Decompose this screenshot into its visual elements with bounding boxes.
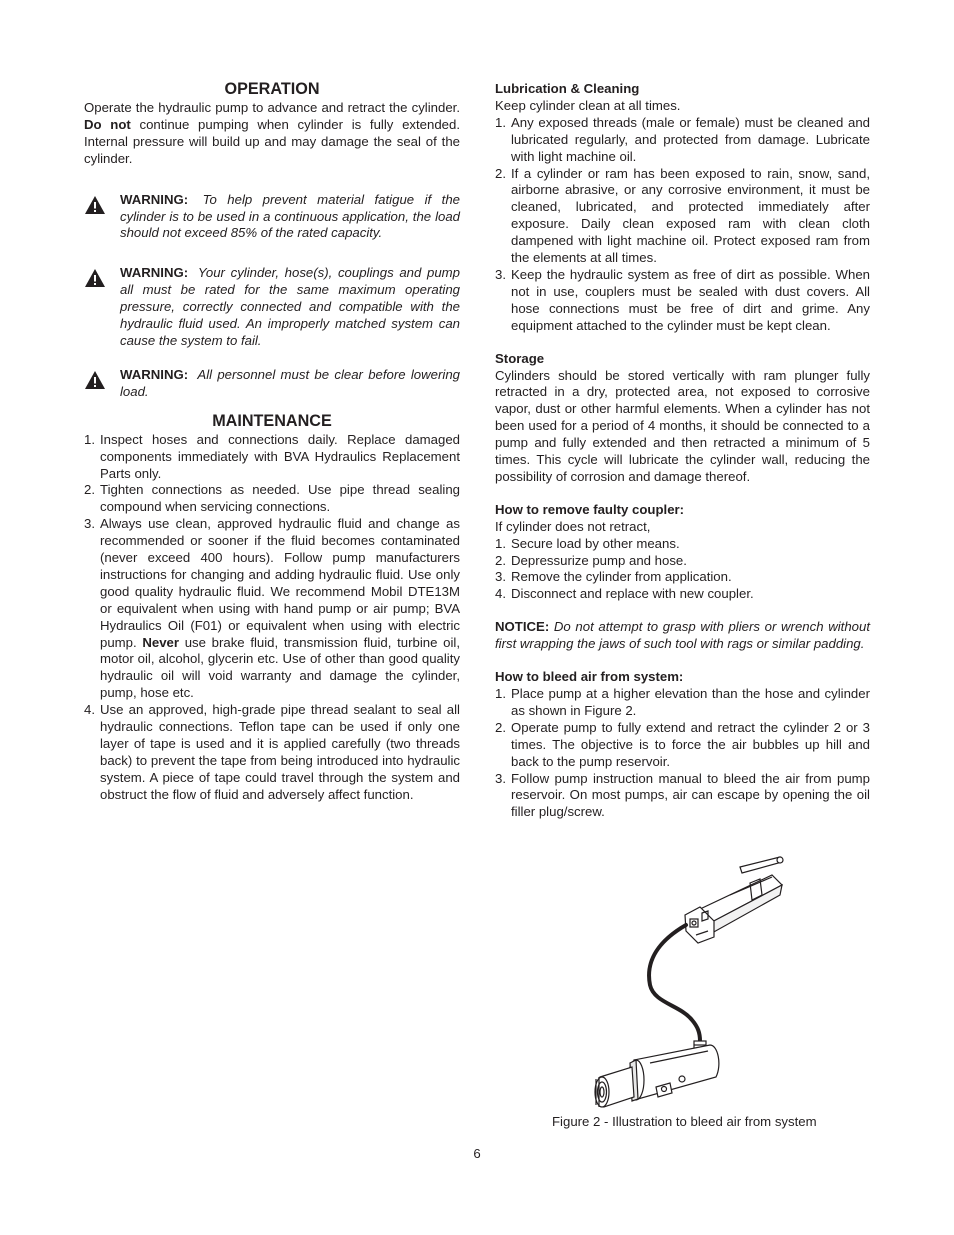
maintenance-list — [84, 432, 460, 804]
warning-triangle-icon — [84, 265, 120, 293]
warning-triangle-icon — [84, 192, 120, 220]
list-item: 2. Tighten connections as needed. Use pipe thread sealing compound when servicing connections. — [84, 482, 460, 515]
coupler-heading: How to remove faulty coupler: — [495, 501, 685, 517]
list-item: 2. Operate pump to fully extend and retract the cylinder 2 or 3 times. The objective is to force the air bubbles up hill and back to the pump reservoir. — [495, 719, 870, 769]
right-column — [495, 81, 870, 821]
left-column — [84, 79, 460, 804]
maintenance-heading: MAINTENANCE — [212, 411, 332, 430]
list-item: 3. Remove the cylinder from application. — [495, 569, 732, 585]
notice-text: NOTICE: Do not attempt to grasp with pliers or wrench without first wrapping the jaws of such tool with rags or similar padding. — [495, 619, 870, 652]
lubrication-heading: Lubrication & Cleaning — [495, 81, 640, 96]
operation-heading: OPERATION — [224, 80, 320, 98]
page-number: 6 — [473, 1146, 481, 1161]
list-item: 3. Keep the hydraulic system as free of dirt as possible. When not in use, couplers must be sealed with dust covers. All hose connections must be free of dirt and grime. Any equipment attached to the cylinder must be kept clean. — [495, 266, 870, 333]
list-item: 1. Secure load by other means. — [495, 535, 680, 551]
cylinder-illustration — [595, 1045, 719, 1107]
coupler-intro: If cylinder does not retract, — [495, 518, 651, 534]
storage-text: Cylinders should be stored vertically with ram plunger fully retracted in a dry, protected area, not exposed to corrosive vapor, dust or other harmful elements. When a cylinder has not been used for a period of 4 months, it should be connected to a pump and fully extended and then retracted a minimum of 5 times. This cycle will lubricate the cylinder wall, reducing the possibility of corrosion and damage thereof. — [495, 367, 870, 484]
warning-block: WARNING: All personnel must be clear before lowering load. — [84, 367, 460, 401]
hose-illustration — [649, 925, 700, 1041]
list-item: 3. Follow pump instruction manual to bleed the air from pump reservoir. On most pumps, air can escape by opening the oil filler plug/screw. — [495, 770, 870, 820]
list-item: 3. Always use clean, approved hydraulic fluid and change as recommended or sooner if the fluid becomes contaminated (never exceed 400 hours). Follow pump manufacturers instructions for changing and adding hydraulic fluid. Use only good quality hydraulic fluid. We recommend Mobil DTE13M or equivalent when using with hand pump or air pump; BVA Hydraulics Oil (F01) or equivalent when using with electric pump. Never use brake fluid, transmission fluid, turbine oil, motor oil, alcohol, glycerin etc. Use of other than good quality hydraulic oil will void warranty and damage the cylinder, pump, hose etc. — [84, 516, 460, 701]
lubrication-list — [495, 115, 870, 335]
operation-intro: Operate the hydraulic pump to advance and retract the cylinder. Do not continue pumping when cylinder is fully extended. Internal pressure will build up and may damage the seal of the cylinder. — [84, 100, 460, 166]
lubrication-intro: Keep cylinder clean at all times. — [495, 97, 681, 113]
warning-block: WARNING: To help prevent material fatigue if the cylinder is to be used in a continuous application, the load should not exceed 85% of the rated capacity. — [84, 192, 460, 243]
figure-caption: Figure 2 - Illustration to bleed air from system — [552, 1114, 817, 1129]
list-item: 1. Place pump at a higher elevation than the hose and cylinder as shown in Figure 2. — [495, 686, 870, 718]
list-item: 2. If a cylinder or ram has been exposed to rain, snow, sand, airborne abrasive, or any corrosive environment, it must be cleaned, lubricated, and protected immediately after exposure. Daily clean exposed ram with clean cloth dampened with light machine oil. Protect exposed ram from the elements at all times. — [495, 165, 870, 266]
storage-heading: Storage — [495, 350, 545, 366]
list-item: 4. Disconnect and replace with new coupler. — [495, 586, 754, 602]
warning-block: WARNING: Your cylinder, hose(s), couplings and pump all must be rated for the same maximum operating pressure, correctly connected and compatible with the hydraulic fluid used. An improperly matched system can cause the system to fail. — [84, 265, 460, 350]
coupler-list — [495, 536, 870, 604]
list-item: 1. Any exposed threads (male or female) must be cleaned and lubricated regularly, and protected from damage. Lubricate with light machine oil. — [495, 114, 870, 164]
pump-illustration — [685, 857, 783, 943]
list-item: 1. Inspect hoses and connections daily. Replace damaged components immediately with BVA Hydraulics Replacement Parts only. — [84, 431, 460, 481]
list-item: 2. Depressurize pump and hose. — [495, 552, 687, 568]
list-item: 4. Use an approved, high-grade pipe thread sealant to seal all hydraulic connections. Teflon tape can be used if only one layer of tape is used and it is applied carefully (two threads back) to prevent the tape from being introduced into hydraulic system. A piece of tape could travel through the system and obstruct the flow of fluid and adversely affect function. — [84, 702, 460, 802]
bleed-heading: How to bleed air from system: — [495, 669, 684, 685]
warning-triangle-icon — [84, 367, 120, 395]
bleed-list — [495, 686, 870, 821]
figure-2-illustration — [590, 855, 790, 1113]
